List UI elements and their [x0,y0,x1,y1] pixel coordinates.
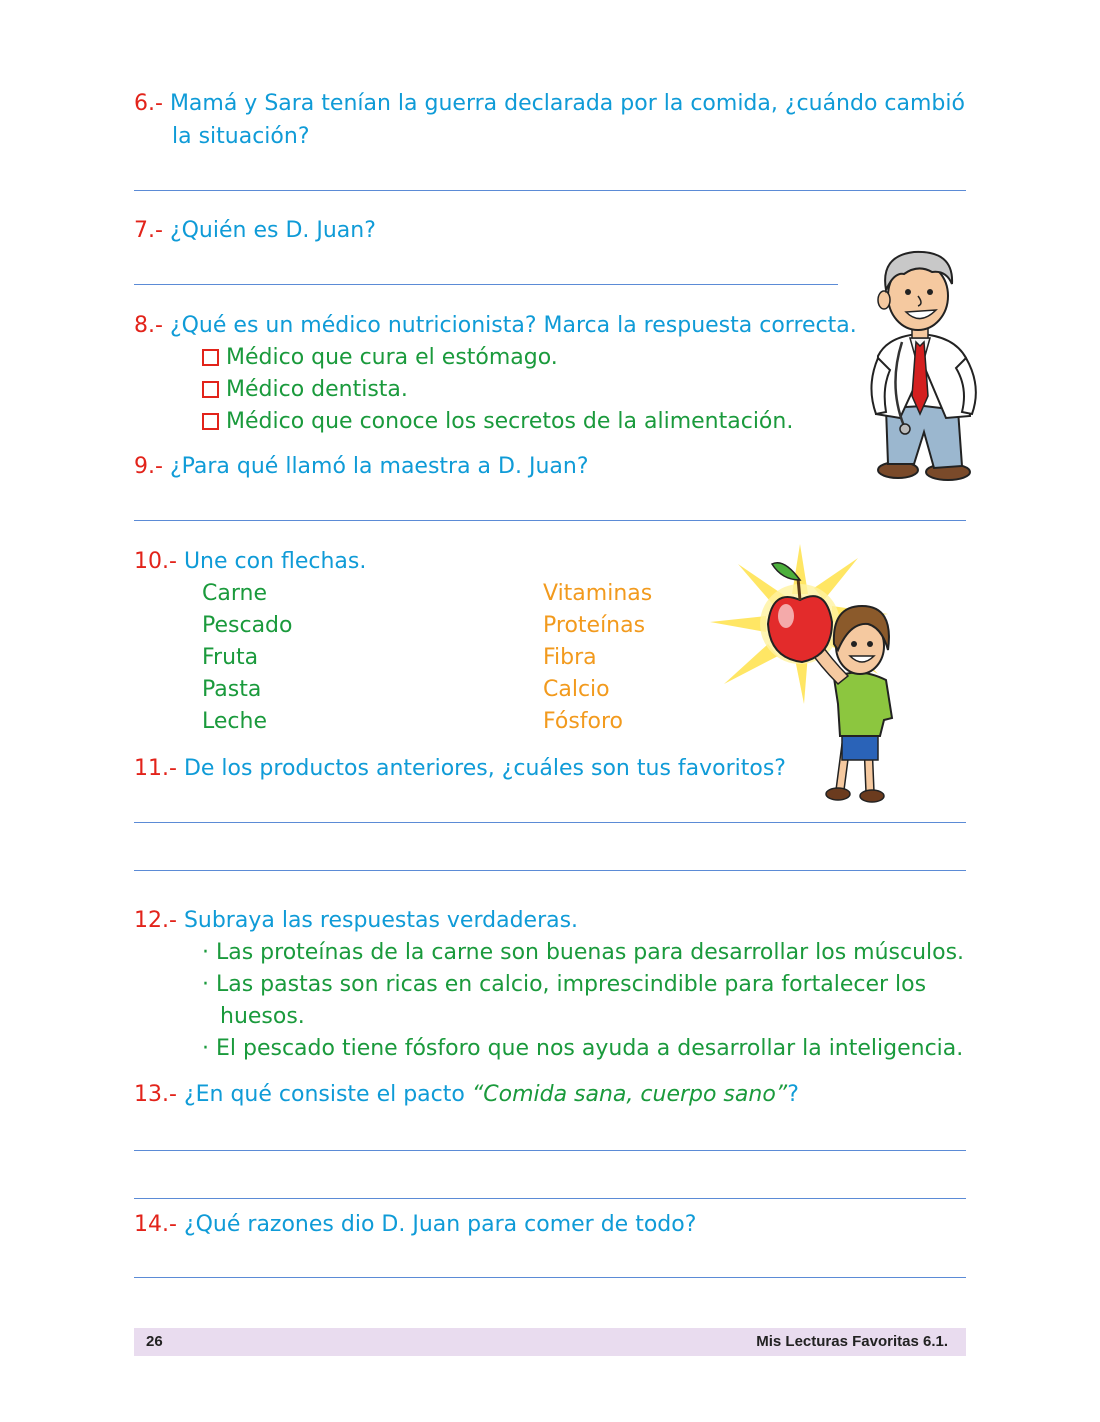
question-end: ? [787,1082,799,1107]
food-item[interactable]: Carne [202,581,267,606]
question-number: 12.- [134,908,177,933]
checkbox[interactable] [202,349,219,366]
question-11 [134,753,786,785]
answer-line[interactable] [134,520,966,521]
answer-line[interactable] [134,1277,966,1278]
answer-line[interactable] [134,190,966,191]
question-9 [134,451,589,483]
food-item[interactable]: Pescado [202,613,293,638]
answer-line[interactable] [134,284,838,285]
page-footer [134,1328,966,1356]
nutrient-item[interactable]: Calcio [543,677,610,702]
option-2 [202,374,408,406]
question-8 [134,310,857,342]
question-text: ¿En qué consiste el pacto [183,1082,472,1107]
question-6-continuation: la situación? [172,124,310,149]
question-number: 11.- [134,756,177,781]
doctor-illustration [858,246,984,486]
question-number: 9.- [134,454,163,479]
option-1 [202,342,558,374]
answer-line[interactable] [134,1150,966,1151]
question-12 [134,905,578,937]
question-text: ¿Para qué llamó la maestra a D. Juan? [169,454,589,479]
answer-line[interactable] [134,870,966,871]
food-item[interactable]: Leche [202,709,267,734]
option-3 [202,406,793,438]
question-number: 13.- [134,1082,177,1107]
question-text: ¿Quién es D. Juan? [169,218,376,243]
nutrient-item[interactable]: Vitaminas [543,581,653,606]
question-10 [134,546,366,578]
statement-1[interactable]: · Las proteínas de la carne son buenas para desarrollar los músculos. [202,940,965,965]
question-13 [134,1079,799,1111]
question-number: 6.- [134,91,163,116]
question-text: De los productos anteriores, ¿cuáles son tus favoritos? [183,756,786,781]
option-label: Médico que conoce los secretos de la alimentación. [226,409,794,434]
nutrient-item[interactable]: Fósforo [543,709,624,734]
page-number: 26 [146,1333,163,1350]
statement-2[interactable]: · Las pastas son ricas en calcio, imprescindible para fortalecer los [202,972,927,997]
checkbox[interactable] [202,381,219,398]
question-text: ¿Qué razones dio D. Juan para comer de todo? [183,1212,697,1237]
question-6 [134,88,965,120]
option-label: Médico que cura el estómago. [226,345,558,370]
statement-3[interactable]: · El pescado tiene fósforo que nos ayuda a desarrollar la inteligencia. [202,1036,964,1061]
question-number: 7.- [134,218,163,243]
question-text: Une con flechas. [183,549,367,574]
option-label: Médico dentista. [226,377,408,402]
nutrient-item[interactable]: Proteínas [543,613,646,638]
question-7 [134,215,376,247]
question-number: 14.- [134,1212,177,1237]
question-number: 8.- [134,313,163,338]
checkbox[interactable] [202,413,219,430]
question-14 [134,1209,696,1241]
pact-quote: “Comida sana, cuerpo sano” [471,1082,788,1107]
nutrient-item[interactable]: Fibra [543,645,597,670]
question-text: Mamá y Sara tenían la guerra declarada por la comida, ¿cuándo cambió [169,91,965,116]
statement-2-continuation[interactable]: huesos. [220,1004,305,1029]
answer-line[interactable] [134,1198,966,1199]
question-number: 10.- [134,549,177,574]
food-item[interactable]: Fruta [202,645,259,670]
question-text: Subraya las respuestas verdaderas. [183,908,579,933]
food-item[interactable]: Pasta [202,677,262,702]
question-text: ¿Qué es un médico nutricionista? Marca la respuesta correcta. [169,313,857,338]
book-title: Mis Lecturas Favoritas 6.1. [756,1333,948,1350]
answer-line[interactable] [134,822,966,823]
